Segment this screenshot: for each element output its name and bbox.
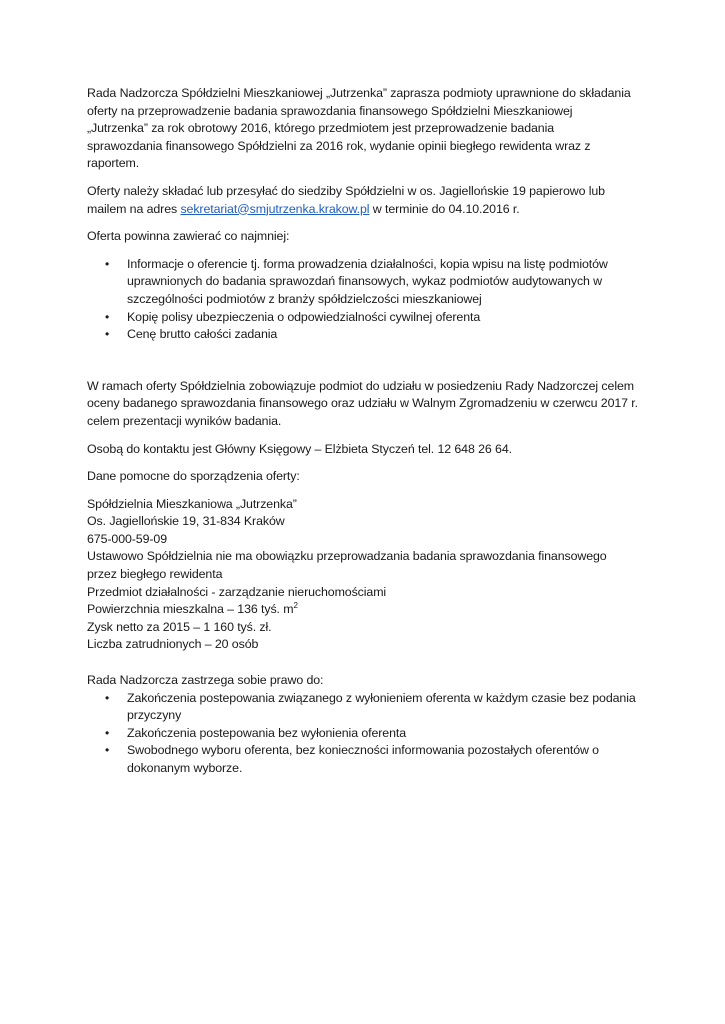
offer-contents-heading: Oferta powinna zawierać co najmniej:	[87, 229, 290, 244]
intro-line: sprawozdania finansowego Spółdzielni za 2016 rok, wydanie opinii biegłego rewidenta wraz z	[87, 138, 591, 153]
bullet-icon: •	[105, 327, 110, 342]
list-item	[87, 725, 647, 743]
intro-line: raportem.	[87, 156, 140, 171]
cooperative-name: Spółdzielnia Mieszkaniowa „Jutrzenka”	[87, 496, 297, 511]
obligation-line: oceny badanego sprawozdania finansowego oraz udziału w Walnym Zgromadzeniu w czerwcu 2017 r.	[87, 396, 638, 411]
offers-suffix: w terminie do 04.10.2016 r.	[369, 201, 520, 216]
area-text: Powierzchnia mieszkalna – 136 tyś. m	[87, 602, 294, 617]
area-superscript: 2	[293, 601, 298, 611]
list-item	[87, 690, 647, 725]
offers-paragraph	[87, 183, 647, 218]
list-item-line: Zakończenia postepowania bez wyłonienia oferenta	[127, 725, 406, 740]
intro-line: „Jutrzenka” za rok obrotowy 2016, którego przedmiotem jest przeprowadzenie badania	[87, 121, 555, 136]
list-item	[87, 326, 647, 344]
cooperative-address: Os. Jagiellońskie 19, 31-834 Kraków	[87, 514, 285, 529]
area-line	[87, 601, 647, 619]
offers-prefix: mailem na adres	[87, 201, 181, 216]
list-item	[87, 742, 647, 777]
offers-line	[87, 201, 647, 219]
bullet-icon: •	[105, 743, 110, 758]
obligation-line: celem prezentacji wyników badania.	[87, 413, 282, 428]
contact-paragraph: Osobą do kontaktu jest Główny Księgowy – Elżbieta Styczeń tel. 12 648 26 64.	[87, 441, 512, 456]
activity-line: Przedmiot działalności - zarządzanie nieruchomościami	[87, 584, 387, 599]
offer-contents-list	[87, 256, 647, 344]
list-item-line: Kopię polisy ubezpieczenia o odpowiedzialności cywilnej oferenta	[127, 309, 481, 324]
bullet-icon: •	[105, 256, 110, 271]
intro-line: oferty na przeprowadzenie badania sprawozdania finansowego Spółdzielni Mieszkaniowej	[87, 103, 573, 118]
cooperative-nip: 675-000-59-09	[87, 531, 167, 546]
list-item	[87, 309, 647, 327]
bullet-icon: •	[105, 725, 110, 740]
statutory-line: Ustawowo Spółdzielnia nie ma obowiązku przeprowadzania badania sprawozdania finansowego	[87, 549, 607, 564]
list-item-line: szczególności podmiotów z branży spółdzielczości mieszkaniowej	[127, 291, 482, 306]
helpful-data-block	[87, 496, 647, 654]
list-item-line: Cenę brutto całości zadania	[127, 327, 278, 342]
offers-line: Oferty należy składać lub przesyłać do siedziby Spółdzielni w os. Jagiellońskie 19 papierowo lub	[87, 183, 605, 198]
list-item-line: przyczyny	[127, 708, 182, 723]
obligation-line: W ramach oferty Spółdzielnia zobowiązuje podmiot do udziału w posiedzeniu Rady Nadzorczej celem	[87, 378, 634, 393]
document-page	[87, 85, 647, 778]
email-link[interactable]: sekretariat@smjutrzenka.krakow.pl	[180, 201, 370, 216]
employees-line: Liczba zatrudnionych – 20 osób	[87, 637, 259, 652]
bullet-icon: •	[105, 690, 110, 705]
intro-paragraph	[87, 85, 647, 173]
list-item	[87, 256, 647, 309]
bullet-icon: •	[105, 309, 110, 324]
reservation-heading: Rada Nadzorcza zastrzega sobie prawo do:	[87, 673, 324, 688]
list-item-line: uprawnionych do badania sprawozdań finansowych, wykaz podmiotów audytowanych w	[127, 274, 603, 289]
list-item-line: dokonanym wyborze.	[127, 761, 243, 775]
list-item-line: Informacje o oferencie tj. forma prowadzenia działalności, kopia wpisu na listę podmiotów	[127, 256, 608, 271]
obligation-paragraph	[87, 378, 647, 431]
statutory-line: przez biegłego rewidenta	[87, 567, 223, 582]
list-item-line: Zakończenia postepowania związanego z wyłonieniem oferenta w każdym czasie bez podania	[127, 690, 636, 705]
intro-line: Rada Nadzorcza Spółdzielni Mieszkaniowej „Jutrzenka” zaprasza podmioty uprawnione do składania	[87, 86, 631, 100]
profit-line: Zysk netto za 2015 – 1 160 tyś. zł.	[87, 619, 272, 634]
list-item-line: Swobodnego wyboru oferenta, bez konieczności informowania pozostałych oferentów o	[127, 743, 599, 758]
helpful-data-heading: Dane pomocne do sporządzenia oferty:	[87, 469, 300, 484]
reservation-list	[87, 690, 647, 778]
